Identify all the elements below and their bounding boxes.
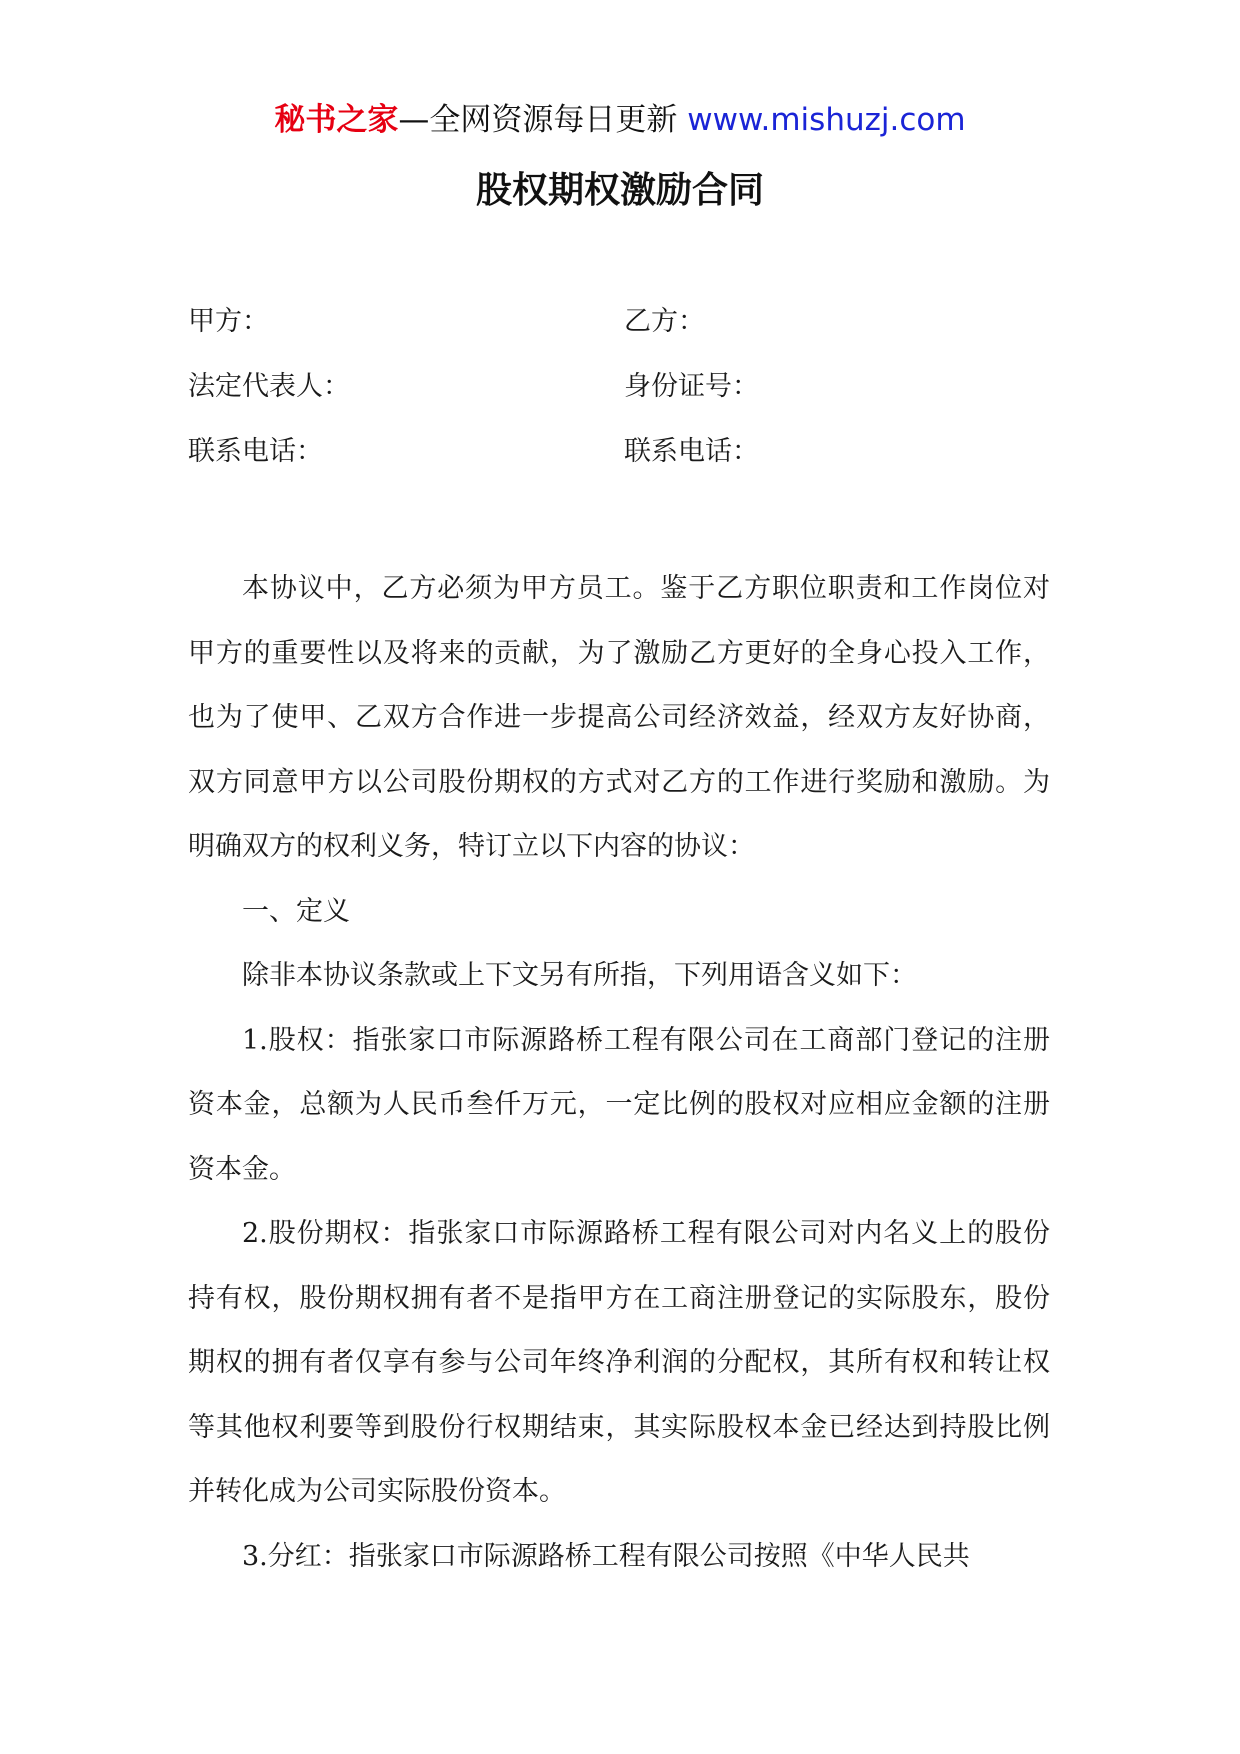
contract-body (188, 557, 1050, 1589)
id-number-label: 身份证号： (624, 371, 759, 402)
definition-stock-option: 2.股份期权：指张家口市际源路桥工程有限公司对内名义上的股份持有权，股份期权拥有者不是指甲方在工商注册登记的实际股东，股份期权的拥有者仅享有参与公司年终净利润的分配权，其所有权和转让权等其他权利要等到股份行权期结束，其实际股权本金已经达到持股比例并转化成为公司实际股份资本。 (188, 1218, 1050, 1507)
definition-equity: 1.股权：指张家口市际源路桥工程有限公司在工商部门登记的注册资本金，总额为人民币叁仟万元，一定比例的股权对应相应金额的注册资本金。 (188, 1024, 1050, 1185)
preamble-paragraph: 本协议中，乙方必须为甲方员工。鉴于乙方职位职责和工作岗位对甲方的重要性以及将来的贡献，为了激励乙方更好的全身心投入工作，也为了使甲、乙双方合作进一步提高公司经济效益，经双方友好协商，双方同意甲方以公司股份期权的方式对乙方的工作进行奖励和激励。为明确双方的权利义务，特订立以下内容的协议： (188, 573, 1050, 862)
legal-rep-label: 法定代表人： (188, 371, 350, 402)
party-b-phone-label: 联系电话： (624, 436, 759, 467)
definitions-intro: 除非本协议条款或上下文另有所指，下列用语含义如下： (242, 960, 917, 991)
website-link[interactable]: www.mishuzj.com (687, 102, 966, 138)
definition-dividend: 3.分红：指张家口市际源路桥工程有限公司按照《中华人民共 (242, 1540, 970, 1572)
header-tagline: —全网资源每日更新 (398, 102, 688, 138)
document-title: 股权期权激励合同 (475, 170, 764, 211)
header-banner (0, 98, 1240, 142)
party-a-phone-label: 联系电话： (188, 436, 323, 467)
party-b-label: 乙方： (624, 306, 705, 337)
party-a-label: 甲方： (188, 306, 269, 337)
section-heading-definitions: 一、定义 (242, 895, 350, 927)
brand-name: 秘书之家 (274, 102, 399, 138)
